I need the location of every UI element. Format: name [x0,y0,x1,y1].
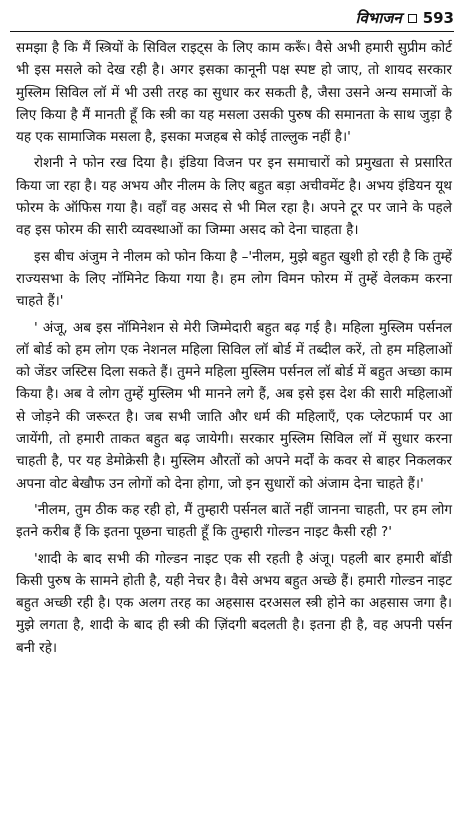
paragraph: इस बीच अंजुम ने नीलम को फोन किया है –'नीलम, मुझे बहुत खुशी हो रही है कि तुम्हें राज्यसभा के लिए नॉमिनेट किया गया है। हम लोग विमन फोरम में तुम्हें वेलकम करना चाहते हैं।' [16,248,452,310]
header-rule [10,31,454,32]
paragraph: रोशनी ने फोन रख दिया है। इंडिया विजन पर इन समाचारों को प्रमुखता से प्रसारित किया जा रहा है। यह अभय और नीलम के लिए बहुत बड़ा अचीवमेंट है। अभय इंडियन यूथ फोरम के ऑफिस गया है। वहाँ वह असद से भी मिल रहा है। अपने टूर पर जाने के पहले वह इस फोरम की सारी व्यवस्थाओं का जिम्मा असद को देना चाहता है। [16,155,452,239]
paragraph: 'नीलम, तुम ठीक कह रही हो, मैं तुम्हारी पर्सनल बातें नहीं जानना चाहती, पर हम लोग इतने करीब हैं कि इतना पूछना चाहती हूँ कि तुम्हारी गोल्डन नाइट कैसी रही ?' [16,501,452,541]
paragraph: ' अंजू, अब इस नॉमिनेशन से मेरी जिम्मेदारी बहुत बढ़ गई है। महिला मुस्लिम पर्सनल लॉ बोर्ड को हम लोग एक नेशनल महिला सिविल लॉ बोर्ड में तब्दील करें, तो हम महिलाओं को जेंडर जस्टिस दिला सकते हैं। तुमने महिला मुस्लिम पर्सनल लॉ बोर्ड में बहुत अच्छा काम किया है। अब वे लोग तुम्हें मुस्लिम भी मानने लगे हैं, अब इसे इस देश की सारी महिलाओं से जोड़ने की जरूरत है। जब सभी जाति और धर्म की महिलाएँ, एक प्लेटफार्म पर आ जायेंगी, तो हमारी ताकत बहुत बढ़ जायेगी। सरकार मुस्लिम सिविल लॉ में सुधार करना चाहती है, पर यह डेमोक्रेसी है। मुस्लिम औरतों को अपने मर्दों के कवर से बाहर निकलकर अपना वोट बेखौफ उन लोगों को देना होगा, जो इन सुधारों को अंजाम देना चाहते हैं।' [16,319,452,492]
chapter-title: विभाजन [355,9,402,27]
paragraph: समझा है कि मैं स्त्रियों के सिविल राइट्स के लिए काम करूँ। वैसे अभी हमारी सुप्रीम कोर्ट भी इस मसले को देख रही है। अगर इसका कानूनी पक्ष स्पष्ट हो जाए, तो शायद सरकार मुस्लिम सिविल लॉ में भी उसी तरह का सुधार कर सकती है, जैसा उसने अन्य समाजों के लिए किया है मैं मानती हूँ कि स्त्री का यह मसला उसकी पुरुष की समानता के साथ जुड़ा है यह एक सामाजिक मसला है, इसका मजहब से कोई ताल्लुक नहीं है।' [16,40,452,146]
page-body [16,37,452,663]
square-bullet-icon [408,14,417,23]
paragraph: 'शादी के बाद सभी की गोल्डन नाइट एक सी रहती है अंजू। पहली बार हमारी बॉडी किसी पुरुष के सामने होती है, यही नेचर है। वैसे अभय बहुत अच्छे हैं। हमारी गोल्डन नाइट बहुत अच्छी रही है। एक अलग तरह का अहसास दरअसल स्त्री होने का अहसास जगा है। मुझे लगता है, शादी के बाद ही स्त्री की ज़िंदगी बदलती है। इतना ही है, वह अपनी पर्सन बनी रहे। [16,550,452,656]
running-header [10,6,454,30]
page-number: 593 [422,9,454,27]
